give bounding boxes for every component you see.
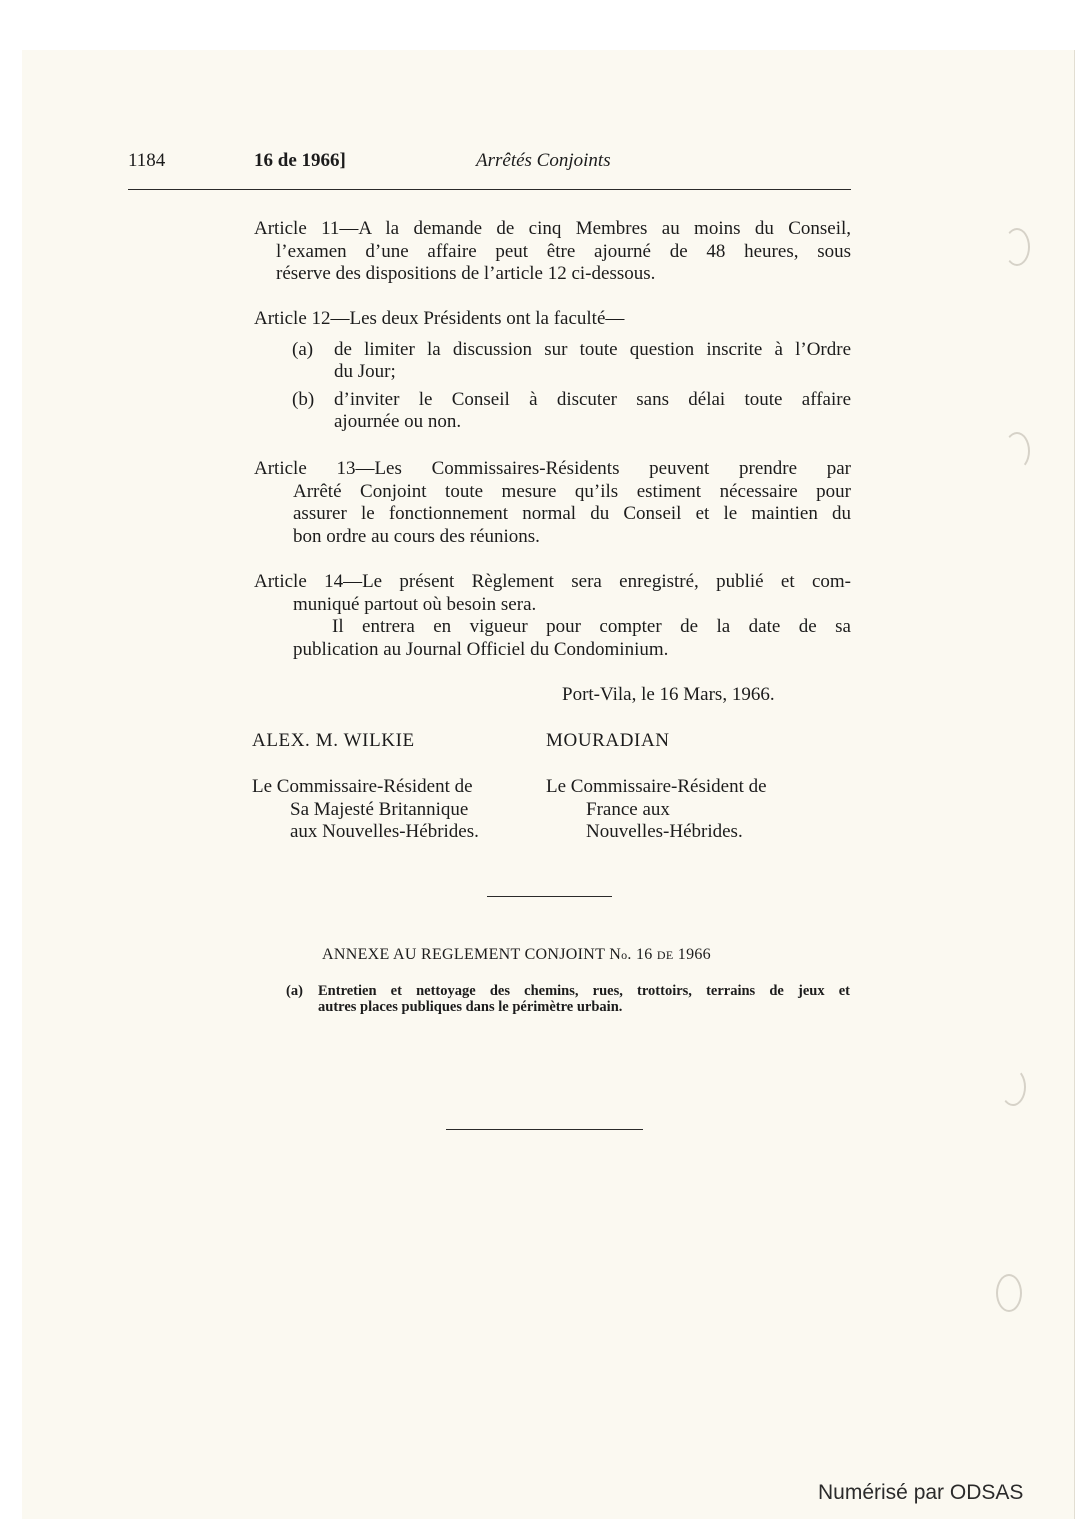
article-14: [254, 571, 851, 661]
article-11-line-3: réserve des dispositions de l’article 12 ci-dessous.: [276, 263, 656, 284]
article-12-item-b: [254, 389, 851, 434]
right-title-line-3: Nouvelles-Hébrides.: [586, 821, 743, 842]
signatory-left-title: [252, 776, 479, 844]
left-title-line-2: Sa Majesté Britannique: [290, 798, 469, 820]
annex-item-label: (a): [286, 983, 303, 999]
article-11-line-2: l’examen d’une affaire peut être ajourné de 48 heures, sous: [276, 240, 851, 262]
running-reference: 16 de 1966]: [254, 150, 346, 171]
article-13: [254, 458, 851, 548]
article-14-line-3: Il entrera en vigueur pour compter de la date de sa: [332, 616, 851, 637]
signatory-right-name: MOURADIAN: [546, 730, 670, 751]
punch-hole-2: [1004, 432, 1030, 470]
annex-item-line-2: autres places publiques dans le périmètre urbain.: [318, 999, 623, 1015]
annex-title-no-suffix: o: [621, 948, 628, 962]
annex-title-year: 1966: [673, 946, 711, 963]
article-14-line-1: Article 14—Le présent Règlement sera enregistré, publié et com-: [254, 571, 851, 592]
item-label: (b): [292, 388, 315, 410]
page-number: 1184: [128, 150, 166, 171]
signatory-right-title: [546, 776, 767, 844]
item-b-line-2: ajournée ou non.: [334, 411, 462, 432]
punch-hole-3: [1000, 1068, 1026, 1106]
annex-item-a: [286, 983, 850, 1015]
annex-title: [322, 946, 711, 964]
signatory-left-name: ALEX. M. WILKIE: [252, 730, 415, 751]
running-title: Arrêtés Conjoints: [476, 150, 611, 171]
item-b-line-1: d’inviter le Conseil à discuter sans délai toute affaire: [334, 388, 851, 410]
annex-title-de: DE: [656, 948, 674, 962]
header-rule: [128, 189, 851, 190]
article-12: [254, 308, 851, 434]
item-a-line-1: de limiter la discussion sur toute question inscrite à l’Ordre: [334, 338, 851, 360]
right-title-line-2: France aux: [586, 798, 670, 820]
left-title-line-1: Le Commissaire-Résident de: [252, 776, 473, 797]
article-13-line-3: assurer le fonctionnement normal du Conseil et le maintien du: [293, 503, 851, 524]
end-rule: [446, 1129, 643, 1130]
item-a-line-2: du Jour;: [334, 361, 396, 382]
left-title-line-3: aux Nouvelles-Hébrides.: [290, 821, 479, 842]
article-12-intro: Article 12—Les deux Présidents ont la faculté—: [254, 308, 625, 329]
article-11-line-1: Article 11—A la demande de cinq Membres au moins du Conseil,: [254, 218, 851, 239]
article-12-item-a: [254, 339, 851, 384]
digitization-credit: Numérisé par ODSAS: [818, 1481, 1024, 1504]
place-date: Port-Vila, le 16 Mars, 1966.: [562, 684, 775, 705]
article-13-line-4: bon ordre au cours des réunions.: [293, 525, 540, 547]
annex-title-main: ANNEXE AU REGLEMENT CONJOINT N: [322, 946, 622, 963]
article-11: [254, 218, 851, 286]
article-14-line-4: publication au Journal Officiel du Condominium.: [293, 638, 669, 660]
annex-title-number: . 16: [627, 946, 657, 963]
article-13-line-2: Arrêté Conjoint toute mesure qu’ils estiment nécessaire pour: [293, 480, 851, 502]
punch-hole-4: [996, 1274, 1022, 1312]
article-13-line-1: Article 13—Les Commissaires-Résidents peuvent prendre par: [254, 458, 851, 479]
annex-item-line-1: Entretien et nettoyage des chemins, rues, trottoirs, terrains de jeux et: [318, 983, 850, 999]
punch-hole-1: [1004, 228, 1030, 266]
right-title-line-1: Le Commissaire-Résident de: [546, 776, 767, 797]
item-label: (a): [292, 338, 314, 360]
section-divider: [487, 896, 612, 897]
article-14-line-2: muniqué partout où besoin sera.: [293, 593, 537, 615]
